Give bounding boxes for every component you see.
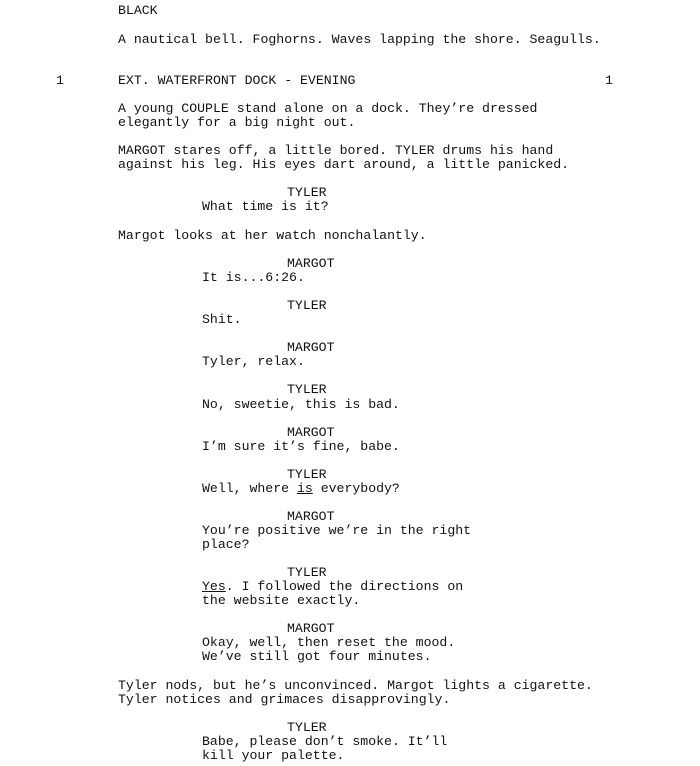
action-line: Tyler notices and grimaces disapprovingly. — [118, 692, 451, 707]
character-cue: TYLER — [287, 382, 327, 397]
dialogue-line: Okay, well, then reset the mood. — [202, 635, 456, 650]
dialogue-line: Babe, please don’t smoke. It’ll — [202, 734, 448, 749]
dialogue-text: . I followed the directions on — [225, 579, 464, 594]
dialogue-line — [202, 482, 400, 496]
emphasized-word: Yes — [202, 579, 226, 594]
action-line: elegantly for a big night out. — [118, 115, 356, 130]
scene-heading: EXT. WATERFRONT DOCK - EVENING — [118, 73, 356, 88]
dialogue-line: What time is it? — [202, 199, 329, 214]
action-line: MARGOT stares off, a little bored. TYLER drums his hand — [118, 143, 554, 158]
character-cue: TYLER — [287, 467, 327, 482]
action-line: against his leg. His eyes dart around, a little panicked. — [118, 157, 570, 172]
scene-number-right: 1 — [605, 73, 613, 88]
dialogue-line: You’re positive we’re in the right — [202, 523, 472, 538]
dialogue-text: Well, where — [202, 481, 297, 496]
action-line: Tyler nods, but he’s unconvinced. Margot lights a cigarette. — [118, 678, 593, 693]
dialogue-line: Shit. — [202, 312, 242, 327]
character-cue: TYLER — [287, 720, 327, 735]
action-line: Margot looks at her watch nonchalantly. — [118, 228, 427, 243]
character-cue: MARGOT — [287, 509, 335, 524]
dialogue-line: place? — [202, 537, 250, 552]
opening-action: A nautical bell. Foghorns. Waves lapping the shore. Seagulls. — [118, 32, 601, 47]
dialogue-line: No, sweetie, this is bad. — [202, 397, 400, 412]
action-line: A young COUPLE stand alone on a dock. They’re dressed — [118, 101, 538, 116]
scene-number-left: 1 — [56, 73, 64, 88]
character-cue: MARGOT — [287, 621, 335, 636]
character-cue: MARGOT — [287, 256, 335, 271]
character-cue: TYLER — [287, 185, 327, 200]
dialogue-line: the website exactly. — [202, 593, 361, 608]
dialogue-line: It is...6:26. — [202, 270, 305, 285]
dialogue-line: I’m sure it’s fine, babe. — [202, 439, 400, 454]
character-cue: TYLER — [287, 565, 327, 580]
dialogue-line: We’ve still got four minutes. — [202, 649, 432, 664]
dialogue-line: kill your palette. — [202, 748, 345, 763]
dialogue-text: everybody? — [312, 481, 400, 496]
character-cue: MARGOT — [287, 340, 335, 355]
dialogue-line: Tyler, relax. — [202, 354, 305, 369]
character-cue: TYLER — [287, 298, 327, 313]
transition: BLACK — [118, 3, 158, 18]
character-cue: MARGOT — [287, 425, 335, 440]
dialogue-line — [202, 580, 463, 594]
emphasized-word: is — [296, 481, 313, 496]
